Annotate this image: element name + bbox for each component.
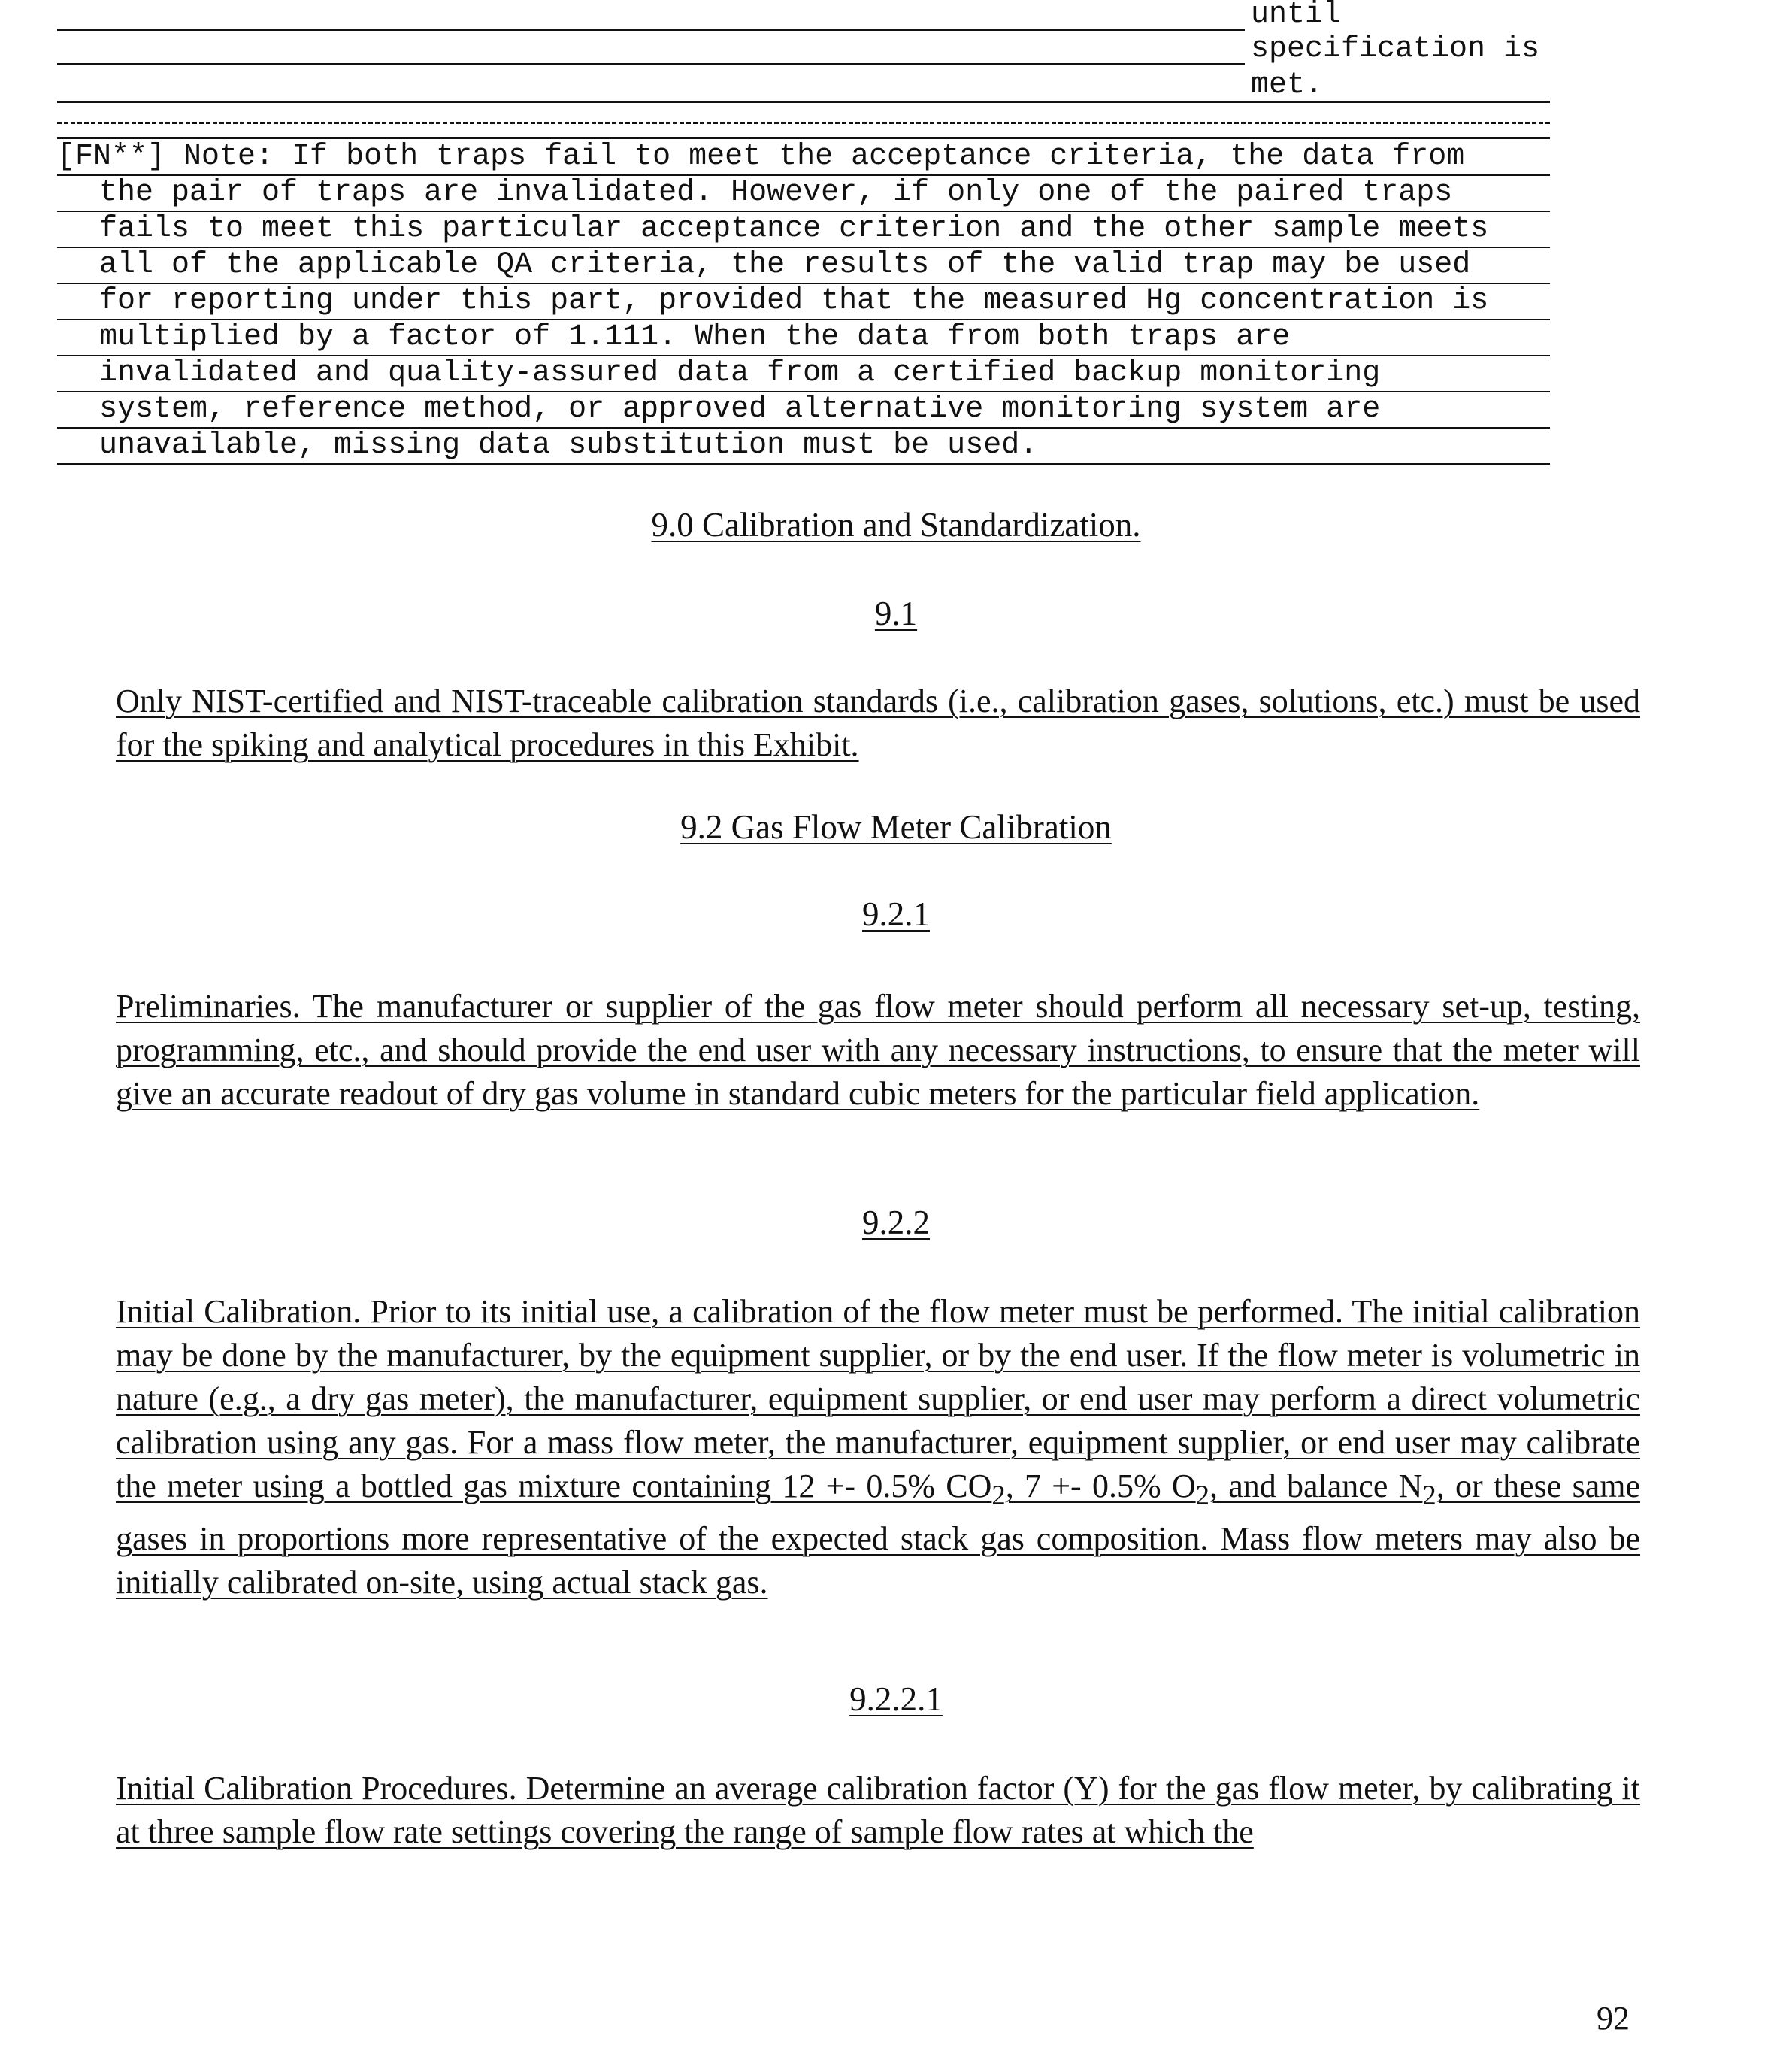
- footnote-line: [FN**] Note: If both traps fail to meet the acceptance criteria, the data from: [57, 140, 1550, 176]
- table-row-divider: [57, 29, 1245, 31]
- footnote-line: for reporting under this part, provided that the measured Hg concentration is: [57, 284, 1550, 320]
- table-bottom-dashed-rule: [57, 122, 1550, 124]
- section-heading-9-2: 9.2 Gas Flow Meter Calibration: [680, 808, 1112, 846]
- page-number: 92: [1597, 2000, 1630, 2037]
- footnote-line: unavailable, missing data substitution must be used.: [57, 429, 1550, 465]
- section-9-2-1-paragraph: Preliminaries. The manufacturer or supplier of the gas flow meter should perform all necessary set-up, testing, programming, etc., and should provide the end user with any necessary instructions, to ensure that the meter will give an accurate readout of dry gas volume in standard cubic meters for the particular field application.: [116, 988, 1640, 1112]
- footnote-line: multiplied by a factor of 1.111. When the data from both traps are: [57, 320, 1550, 356]
- section-9-2-2-1-paragraph: Initial Calibration Procedures. Determine an average calibration factor (Y) for the gas flow meter, by calibrating it at three sample flow rate settings covering the range of sample flow rates at which the: [116, 1770, 1640, 1850]
- section-heading-9-2-2-1: 9.2.2.1: [849, 1680, 943, 1718]
- section-9-2-2-paragraph: Initial Calibration. Prior to its initial use, a calibration of the flow meter must be performed. The initial calibration may be done by the manufacturer, by the equipment supplier, or by the end user. If the flow meter is volumetric in nature (e.g., a dry gas meter), the manufacturer, equipment supplier, or end user may perform a direct volumetric calibration using any gas. For a mass flow meter, the manufacturer, equipment supplier, or end user may calibrate the meter using a bottled gas mixture containing 12 +- 0.5% $CO_2$, 7 +- 0.5% $O_2$, and balance $N_2$, or these same gases in proportions more representative of the expected stack gas composition. Mass flow meters may also be initially calibrated on-site, using actual stack gas.: [116, 1293, 1640, 1601]
- section-heading-9-2-2: 9.2.2: [862, 1204, 930, 1241]
- footnote-line: all of the applicable QA criteria, the results of the valid trap may be used: [57, 248, 1550, 284]
- footnote-line: fails to meet this particular acceptance criterion and the other sample meets: [57, 212, 1550, 248]
- section-9-1-paragraph: Only NIST-certified and NIST-traceable calibration standards (i.e., calibration gases, solutions, etc.) must be used for the spiking and analytical procedures in this Exhibit.: [116, 683, 1640, 763]
- footnote-line: invalidated and quality-assured data from a certified backup monitoring: [57, 356, 1550, 392]
- footnote-line: system, reference method, or approved alternative monitoring system are: [57, 392, 1550, 429]
- table-cell-line: until: [1251, 0, 1342, 32]
- section-heading-9-0: 9.0 Calibration and Standardization.: [651, 506, 1141, 544]
- table-cell-line: met.: [1251, 68, 1324, 102]
- section-heading-9-2-1: 9.2.1: [862, 895, 930, 933]
- footnote-top-rule: [57, 137, 1550, 139]
- table-row-divider: [57, 63, 1245, 65]
- table-cell-line: specification is: [1251, 32, 1540, 66]
- section-heading-9-1: 9.1: [874, 595, 918, 632]
- footnote-line: the pair of traps are invalidated. However, if only one of the paired traps: [57, 176, 1550, 212]
- table-row-divider: [57, 101, 1550, 103]
